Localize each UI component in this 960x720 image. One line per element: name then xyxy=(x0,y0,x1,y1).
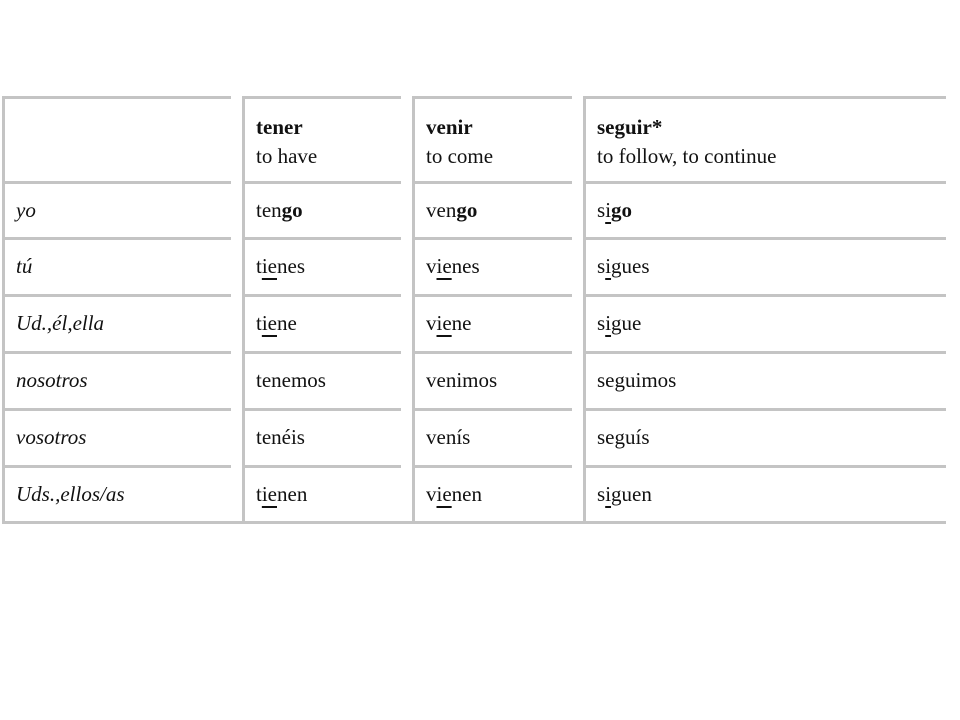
form-cell-seguir xyxy=(583,351,946,408)
verb-form: vienen xyxy=(426,482,482,506)
form-cell-seguir xyxy=(583,294,946,351)
header-cell-empty xyxy=(2,96,231,181)
pronoun-cell xyxy=(2,181,231,237)
verb-form: tienes xyxy=(256,254,305,278)
header-row xyxy=(2,96,946,181)
form-cell-seguir xyxy=(583,181,946,237)
form-cell-venir xyxy=(412,408,572,465)
verb-form: viene xyxy=(426,311,472,335)
verb-form: sigo xyxy=(597,198,633,222)
header-cell-seguir xyxy=(583,96,946,181)
verb-gloss: to come xyxy=(426,144,494,168)
form-cell-venir xyxy=(412,294,572,351)
header-cell-tener xyxy=(242,96,401,181)
verb-form: tienen xyxy=(256,482,308,506)
form-cell-tener xyxy=(242,465,401,521)
pronoun-cell xyxy=(2,465,231,521)
table-row xyxy=(2,181,946,237)
form-cell-venir xyxy=(412,351,572,408)
verb-name: tener xyxy=(256,115,303,139)
pronoun-cell xyxy=(2,294,231,351)
verb-form: vengo xyxy=(426,198,478,222)
pronoun-text: nosotros xyxy=(16,368,88,392)
verb-form: tengo xyxy=(256,198,303,222)
form-cell-tener xyxy=(242,237,401,294)
table-row xyxy=(2,465,946,521)
form-cell-venir xyxy=(412,465,572,521)
table-row xyxy=(2,294,946,351)
verb-gloss: to have xyxy=(256,144,318,168)
pronoun-cell xyxy=(2,237,231,294)
pronoun-text: tú xyxy=(16,254,33,278)
verb-form: venimos xyxy=(426,368,498,392)
verb-name: venir xyxy=(426,115,473,139)
verb-form: siguen xyxy=(597,482,652,506)
form-cell-tener xyxy=(242,294,401,351)
verb-form: tiene xyxy=(256,311,297,335)
table-row xyxy=(2,408,946,465)
conjugation-table xyxy=(2,96,946,524)
verb-form: sigue xyxy=(597,311,642,335)
verb-form: venís xyxy=(426,425,471,449)
form-cell-venir xyxy=(412,237,572,294)
pronoun-text: Uds.,ellos/as xyxy=(16,482,125,506)
form-cell-tener xyxy=(242,408,401,465)
pronoun-text: yo xyxy=(16,198,36,222)
form-cell-seguir xyxy=(583,237,946,294)
verb-form: tenemos xyxy=(256,368,326,392)
pronoun-cell xyxy=(2,408,231,465)
pronoun-text: Ud.,él,ella xyxy=(16,311,105,335)
form-cell-venir xyxy=(412,181,572,237)
form-cell-tener xyxy=(242,181,401,237)
verb-form: seguimos xyxy=(597,368,677,392)
table-row xyxy=(2,351,946,408)
verb-form: sigues xyxy=(597,254,650,278)
verb-form: seguís xyxy=(597,425,650,449)
verb-gloss: to follow, to continue xyxy=(597,144,777,168)
form-cell-seguir xyxy=(583,465,946,521)
verb-form: tenéis xyxy=(256,425,305,449)
verb-name: seguir* xyxy=(597,115,663,139)
header-cell-venir xyxy=(412,96,572,181)
form-cell-tener xyxy=(242,351,401,408)
verb-form: vienes xyxy=(426,254,480,278)
form-cell-seguir xyxy=(583,408,946,465)
table-row xyxy=(2,237,946,294)
pronoun-cell xyxy=(2,351,231,408)
pronoun-text: vosotros xyxy=(16,425,87,449)
